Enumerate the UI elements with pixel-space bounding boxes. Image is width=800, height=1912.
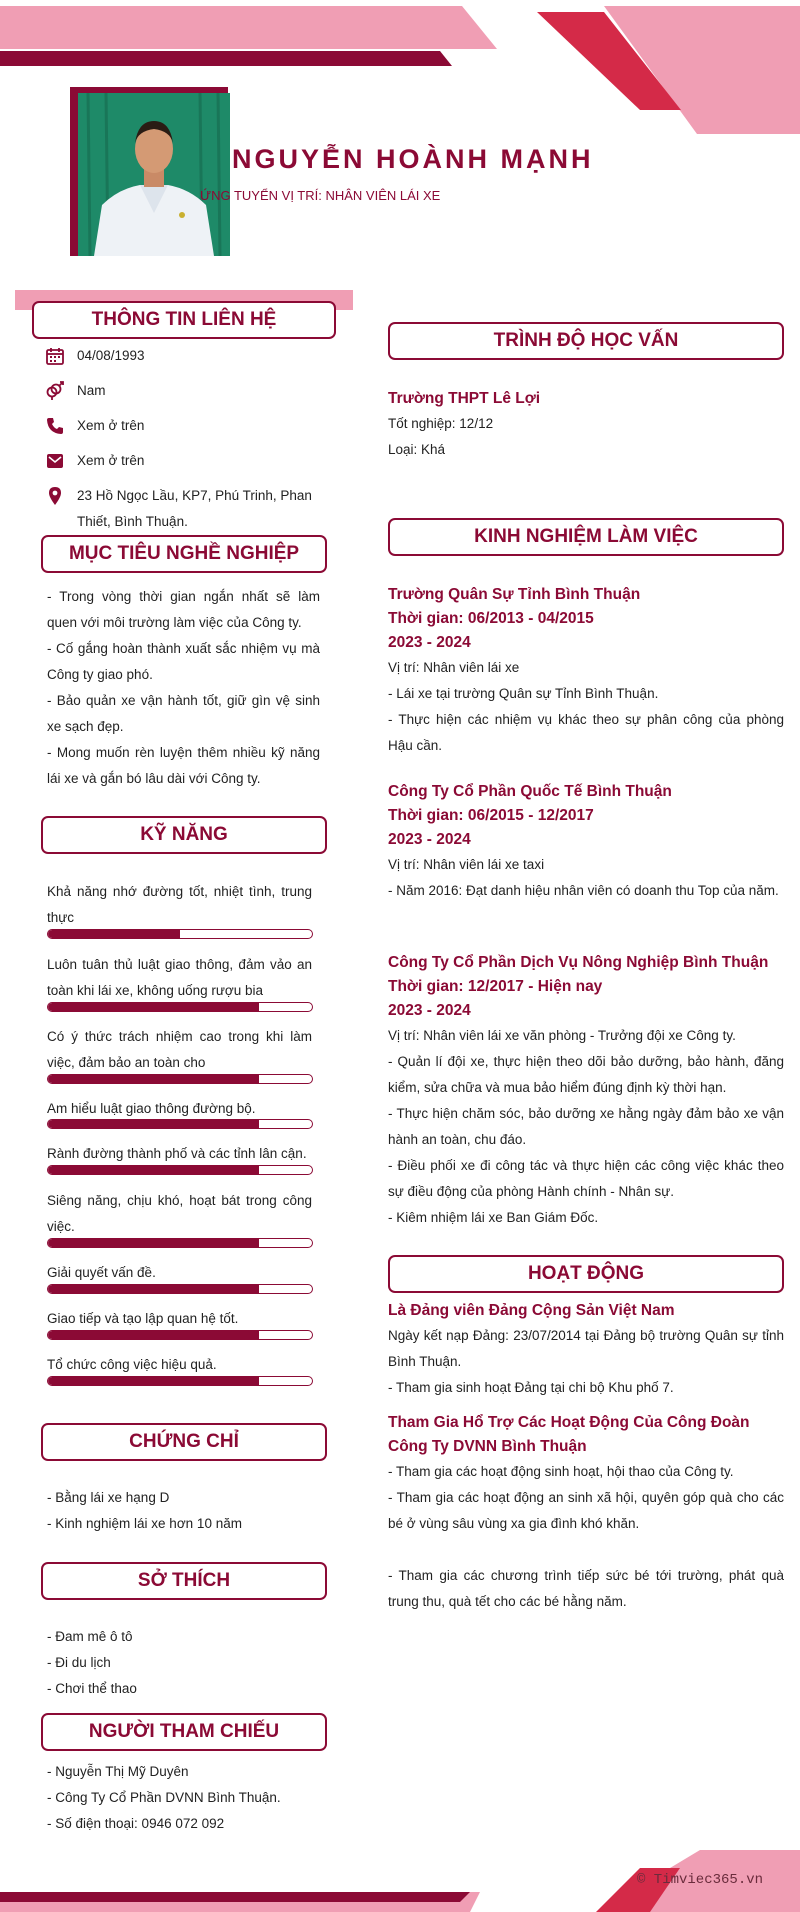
- birthday-text: 04/08/1993: [77, 348, 145, 363]
- skill-level: [48, 1120, 259, 1128]
- skill-label: Luôn tuân thủ luật giao thông, đảm vảo an toàn khi lái xe, không uống rượu bia: [47, 957, 312, 998]
- certificates-title: CHỨNG CHỈ: [41, 1423, 327, 1461]
- education-line: Tốt nghiệp: 12/12: [388, 416, 494, 431]
- skill-level: [48, 1166, 259, 1174]
- activity-line: - Tham gia các chương trình tiếp sức bé tới trường, phát quà trung thu, quà tết cho các bé hằng năm.: [388, 1568, 784, 1609]
- skill-bar: [47, 1330, 313, 1340]
- activity-line: - Tham gia các hoạt động an sinh xã hội, quyên góp quà cho các bé ở vùng sâu vùng xa gia đình khó khăn.: [388, 1490, 784, 1531]
- job-years: 2023 - 2024: [388, 1002, 471, 1019]
- job-time: Thời gian: 12/2017 - Hiện nay: [388, 978, 603, 995]
- skill-level: [48, 1285, 259, 1293]
- skill-label: Có ý thức trách nhiệm cao trong khi làm việc, đảm bảo an toàn cho: [47, 1029, 312, 1070]
- avatar: [78, 93, 230, 256]
- job-line: Vị trí: Nhân viên lái xe văn phòng - Trưởng đội xe Công ty.: [388, 1028, 736, 1043]
- skill-level: [48, 1003, 259, 1011]
- gender-text: Nam: [77, 383, 106, 398]
- objective-list: [47, 584, 320, 792]
- candidate-name: NGUYỄN HOÀNH MẠNH: [232, 144, 594, 174]
- email-text: Xem ở trên: [77, 453, 145, 468]
- skill-bar: [47, 1376, 313, 1386]
- skill-level: [48, 930, 180, 938]
- reference-item: - Nguyễn Thị Mỹ Duyên: [47, 1764, 189, 1779]
- activity-line: - Tham gia sinh hoạt Đảng tại chi bộ Khu phố 7.: [388, 1380, 674, 1395]
- reference-item: - Công Ty Cổ Phần DVNN Bình Thuận.: [47, 1790, 281, 1805]
- hobbies-list: [47, 1624, 315, 1702]
- skill-bar: [47, 1238, 313, 1248]
- watermark: © Timviec365.vn: [637, 1872, 764, 1888]
- skills-title: KỸ NĂNG: [41, 816, 327, 854]
- job-years: 2023 - 2024: [388, 634, 471, 651]
- skill-label: Siêng năng, chịu khó, hoạt bát trong công việc.: [47, 1193, 312, 1234]
- location-icon: [45, 486, 65, 506]
- calendar-icon: [45, 346, 65, 366]
- skill-bar: [47, 1284, 313, 1294]
- job-line: - Quản lí đội xe, thực hiện theo dõi bảo dưỡng, bảo hành, đăng kiểm, sửa chữa và mua bảo hiểm đúng định kỳ thời hạn.: [388, 1054, 784, 1095]
- job-time: Thời gian: 06/2015 - 12/2017: [388, 807, 594, 824]
- education-title: TRÌNH ĐỘ HỌC VẤN: [388, 322, 784, 360]
- activity-line: Ngày kết nạp Đảng: 23/07/2014 tại Đảng bộ trường Quân sự tỉnh Bình Thuận.: [388, 1328, 784, 1369]
- activity-line: - Tham gia các hoạt động sinh hoạt, hội thao của Công ty.: [388, 1464, 734, 1479]
- hobbies-title: SỞ THÍCH: [41, 1562, 327, 1600]
- skill-bar: [47, 1119, 313, 1129]
- education-block: [388, 387, 784, 463]
- job-line: - Thực hiện chăm sóc, bảo dưỡng xe hằng ngày đảm bảo xe vận hành an toàn, chu đáo.: [388, 1106, 784, 1147]
- activity-line: [388, 1537, 784, 1563]
- skill-level: [48, 1075, 259, 1083]
- skill-level: [48, 1377, 259, 1385]
- hobby-item: - Chơi thể thao: [47, 1681, 137, 1696]
- skill-label: Rành đường thành phố và các tỉnh lân cận.: [47, 1146, 307, 1161]
- address-text: 23 Hồ Ngọc Lầu, KP7, Phú Trinh, Phan Thiết, Bình Thuận.: [77, 488, 312, 529]
- job-company: Trường Quân Sự Tỉnh Bình Thuận: [388, 586, 641, 603]
- skill-label: Khả năng nhớ đường tốt, nhiệt tình, trung thực: [47, 884, 312, 925]
- applied-position: ỨNG TUYỂN VỊ TRÍ: NHÂN VIÊN LÁI XE: [200, 188, 441, 203]
- school-name: Trường THPT Lê Lợi: [388, 390, 541, 407]
- contact-email: [45, 448, 144, 474]
- job-company: Công Ty Cổ Phần Dịch Vụ Nông Nghiệp Bình Thuận: [388, 954, 769, 971]
- experience-title: KINH NGHIỆM LÀM VIỆC: [388, 518, 784, 556]
- job-line: Vị trí: Nhân viên lái xe: [388, 660, 520, 675]
- phone-text: Xem ở trên: [77, 418, 145, 433]
- contact-birthday: [45, 343, 145, 369]
- certificate-item: - Kinh nghiệm lái xe hơn 10 năm: [47, 1516, 242, 1531]
- job-entry: [388, 951, 784, 1231]
- job-line: - Kiêm nhiệm lái xe Ban Giám Đốc.: [388, 1210, 599, 1225]
- skill-bar: [47, 1074, 313, 1084]
- certificate-item: - Bằng lái xe hạng D: [47, 1490, 170, 1505]
- contact-address: [45, 483, 325, 535]
- activity-name: Tham Gia Hổ Trợ Các Hoạt Động Của Công Đoàn Công Ty DVNN Bình Thuận: [388, 1414, 750, 1455]
- reference-item: - Số điện thoại: 0946 072 092: [47, 1816, 225, 1831]
- activity-entry: [388, 1411, 784, 1615]
- hobby-item: - Đam mê ô tô: [47, 1629, 133, 1644]
- email-icon: [45, 451, 65, 471]
- job-time: Thời gian: 06/2013 - 04/2015: [388, 610, 594, 627]
- activity-name: Là Đảng viên Đảng Cộng Sản Việt Nam: [388, 1302, 675, 1319]
- job-line: Vị trí: Nhân viên lái xe taxi: [388, 857, 545, 872]
- hobby-item: - Đi du lịch: [47, 1655, 111, 1670]
- skill-label: Giao tiếp và tạo lập quan hệ tốt.: [47, 1311, 239, 1326]
- skill-level: [48, 1331, 259, 1339]
- objective-item: - Mong muốn rèn luyện thêm nhiều kỹ năng lái xe và gắn bó lâu dài với Công ty.: [47, 745, 320, 786]
- references-list: [47, 1759, 315, 1837]
- objective-title: MỤC TIÊU NGHỀ NGHIỆP: [41, 535, 327, 573]
- objective-item: - Trong vòng thời gian ngắn nhất sẽ làm quen với môi trường làm việc của Công ty.: [47, 589, 320, 630]
- objective-item: - Bảo quản xe vận hành tốt, giữ gìn vệ sinh xe sạch đẹp.: [47, 693, 320, 734]
- skill-label: Am hiểu luật giao thông đường bộ.: [47, 1101, 256, 1116]
- gender-icon: [45, 381, 65, 401]
- contact-phone: [45, 413, 144, 439]
- skill-label: Tổ chức công việc hiệu quả.: [47, 1357, 217, 1372]
- skill-bar: [47, 929, 313, 939]
- activity-entry: [388, 1299, 784, 1401]
- job-line: - Điều phối xe đi công tác và thực hiện các công việc khác theo sự điều động của phòng Hành chính - Nhân sự.: [388, 1158, 784, 1199]
- certificates-list: [47, 1485, 315, 1537]
- job-company: Công Ty Cổ Phần Quốc Tế Bình Thuận: [388, 783, 672, 800]
- phone-icon: [45, 416, 65, 436]
- education-line: Loại: Khá: [388, 442, 446, 457]
- references-title: NGƯỜI THAM CHIẾU: [41, 1713, 327, 1751]
- job-line: - Thực hiện các nhiệm vụ khác theo sự phân công của phòng Hậu cần.: [388, 712, 784, 753]
- skill-bar: [47, 1165, 313, 1175]
- contact-gender: [45, 378, 106, 404]
- objective-item: - Cố gắng hoàn thành xuất sắc nhiệm vụ mà Công ty giao phó.: [47, 641, 320, 682]
- job-line: - Năm 2016: Đạt danh hiệu nhân viên có doanh thu Top của năm.: [388, 883, 779, 898]
- contact-title: THÔNG TIN LIÊN HỆ: [32, 301, 336, 339]
- skill-label: Giải quyết vấn đề.: [47, 1265, 156, 1280]
- job-entry: [388, 583, 784, 759]
- skill-bar: [47, 1002, 313, 1012]
- job-years: 2023 - 2024: [388, 831, 471, 848]
- skill-level: [48, 1239, 259, 1247]
- job-entry: [388, 780, 784, 904]
- job-line: - Lái xe tại trường Quân sự Tỉnh Bình Thuận.: [388, 686, 659, 701]
- activities-title: HOẠT ĐỘNG: [388, 1255, 784, 1293]
